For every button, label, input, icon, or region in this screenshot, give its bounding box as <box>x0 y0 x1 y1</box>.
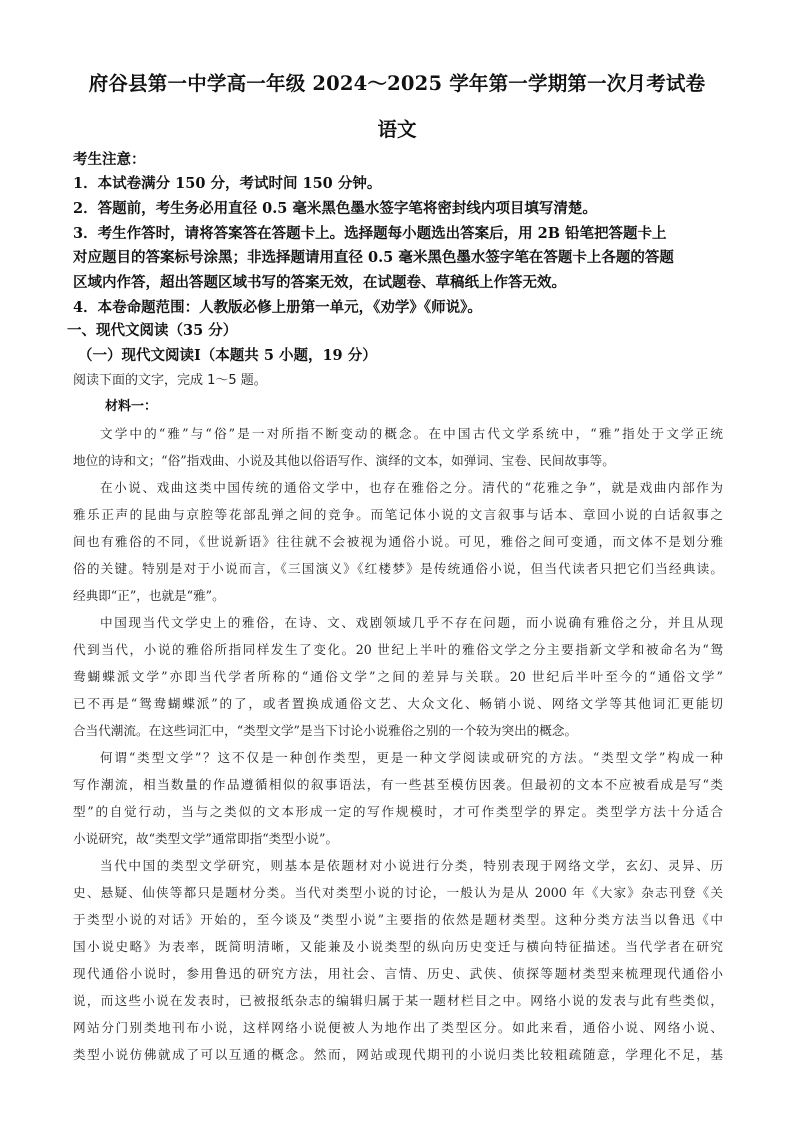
note-line: 3．考生作答时，请将答案答在答题卡上。选择题每小题选出答案后，用 2B 铅笔把答题卡上 <box>73 224 667 242</box>
passage-line: 已不再是“鸳鸯蝴蝶派”的了，或者置换成通俗文艺、大众文化、畅销小说、网络文学等其他词汇更能切 <box>73 696 723 711</box>
subject-title: 语文 <box>377 118 417 141</box>
exam-title: 府谷县第一中学高一年级 2024～2025 学年第一学期第一次月考试卷 <box>88 72 706 95</box>
note-line: 2．答题前，考生务必用直径 0.5 毫米黑色墨水签字笔将密封线内项目填写清楚。 <box>73 199 597 217</box>
passage-line: 经典即“正”，也就是“雅”。 <box>73 588 225 603</box>
passage-line: 中国现当代文学史上的雅俗，在诗、文、戏剧领域几乎不存在问题，而小说确有雅俗之分，并且从现 <box>100 615 723 630</box>
passage-line: 在小说、戏曲这类中国传统的通俗文学中，也存在雅俗之分。清代的“花雅之争”，就是戏曲内部作为 <box>100 480 723 495</box>
passage-line: 俗的关键。特别是对于小说而言，《三国演义》《红楼梦》是传统通俗小说，但当代读者只把它们当经典读。 <box>73 561 723 576</box>
passage-line: 说，而这些小说在发表时，已被报纸杂志的编辑归属于某一题材栏目之中。网络小说的发表与此有些类似， <box>73 993 723 1008</box>
passage-line: 间也有雅俗的不同，《世说新语》往往就不会被视为通俗小说。可见，雅俗之间可变通，而文体不是划分雅 <box>73 534 723 549</box>
passage-line: 当代中国的类型文学研究，则基本是依题材对小说进行分类，特别表现于网络文学，玄幻、灵异、历 <box>100 858 723 873</box>
passage-line: 鸯蝴蝶派文学”亦即当代学者所称的“通俗文学”之间的差异与关联。20 世纪后半叶至今的“通俗文学” <box>73 669 723 684</box>
passage-line: 国小说史略》为表率，既简明清晰，又能兼及小说类型的纵向历史变迁与横向特征描述。当代学者在研究 <box>73 939 723 954</box>
passage-line: 型”的自觉行动，当与之类似的文本形成一定的写作规模时，才可作类型学的界定。类型学方法十分适合 <box>73 804 723 819</box>
passage-line: 代到当代，小说的雅俗所指同样发生了变化。20 世纪上半叶的雅俗文学之分主要指新文学和被命名为“鸳 <box>73 642 723 657</box>
passage-line: 史、悬疑、仙侠等都只是题材分类。当代对类型小说的讨论，一般认为是从 2000 年《大家》杂志刊登《关 <box>73 885 723 900</box>
passage-line: 地位的诗和文；“俗”指戏曲、小说及其他以俗语写作、演绎的文本，如弹词、宝卷、民间故事等。 <box>73 453 615 468</box>
note-line: 对应题目的答案标号涂黑；非选择题请用直径 0.5 毫米黑色墨水签字笔在答题卡上各题的答题 <box>73 249 674 267</box>
passage-line: 类型小说仿佛就成了可以互通的概念。然而，网站或现代期刊的小说归类比较粗疏随意，学理化不足，基 <box>73 1047 723 1062</box>
reading-passage <box>73 420 723 1068</box>
subsection-heading: （一）现代文阅读Ⅰ（本题共 5 小题，19 分） <box>78 347 377 364</box>
passage-line: 于类型小说的对话》开始的，至今谈及“类型小说”主要指的依然是题材类型。这种分类方法当以鲁迅《中 <box>73 912 723 927</box>
passage-line: 写作潮流，相当数量的作品遵循相似的叙事语法，有一些甚至模仿因袭。但最初的文本不应被看成是写“类 <box>73 777 723 792</box>
reading-instruction: 阅读下面的文字，完成 1～5 题。 <box>73 373 267 388</box>
candidate-notes <box>73 148 733 321</box>
passage-line: 合当代潮流。在这些词汇中，“类型文学”是当下讨论小说雅俗之别的一个较为突出的概念。 <box>73 723 578 738</box>
note-line: 4．本卷命题范围：人教版必修上册第一单元，《劝学》《师说》。 <box>73 298 482 316</box>
passage-line: 何谓“类型文学”？这不仅是一种创作类型，更是一种文学阅读或研究的方法。“类型文学”构成一种 <box>100 750 723 765</box>
material-label: 材料一： <box>105 399 158 414</box>
section-heading: 一、现代文阅读（35 分） <box>67 322 238 339</box>
notes-heading: 考生注意： <box>73 151 146 168</box>
passage-line: 雅乐正声的昆曲与京腔等花部乱弹之间的竞争。而笔记体小说的文言叙事与话本、章回小说的白话叙事之 <box>73 507 723 522</box>
passage-line: 网站分门别类地刊布小说，这样网络小说便被人为地作出了类型区分。如此来看，通俗小说、网络小说、 <box>73 1020 723 1035</box>
note-line: 1．本试卷满分 150 分，考试时间 150 分钟。 <box>73 175 382 192</box>
passage-line: 现代通俗小说时，参用鲁迅的研究方法，用社会、言情、历史、武侠、侦探等题材类型来梳理现代通俗小 <box>73 966 723 981</box>
passage-line: 小说研究，故“类型文学”通常即指“类型小说”。 <box>73 831 339 846</box>
note-line: 区域内作答，超出答题区域书写的答案无效，在试题卷、草稿纸上作答无效。 <box>73 274 566 292</box>
passage-line: 文学中的“雅”与“俗”是一对所指不断变动的概念。在中国古代文学系统中，“雅”指处于文学正统 <box>100 426 723 441</box>
